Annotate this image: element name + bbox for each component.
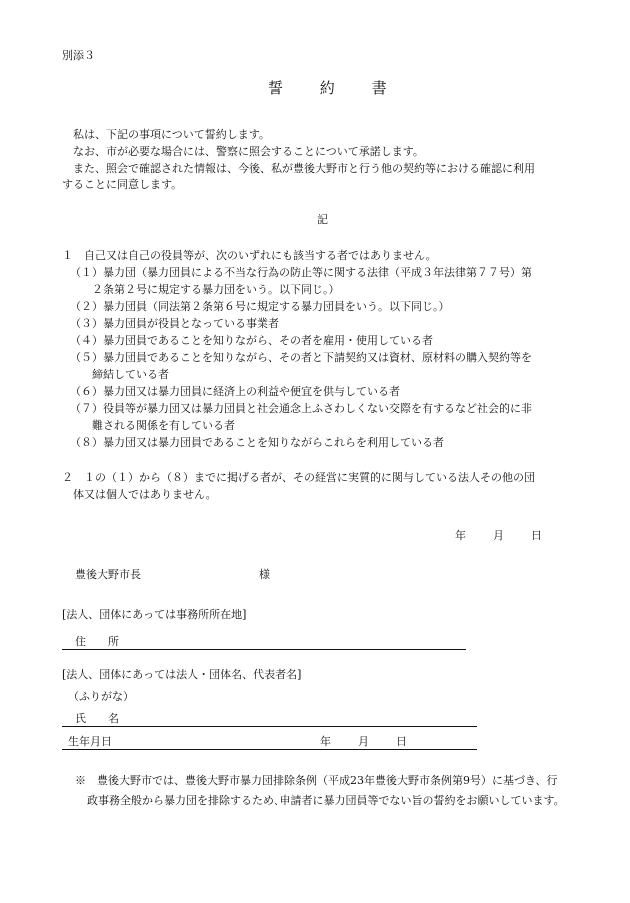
corp-name-note: [法人、団体にあっては法人・団体名、代表者名]: [62, 668, 302, 681]
dob-month: 月: [358, 735, 369, 748]
name-line[interactable]: [62, 726, 477, 727]
section2-line-1: ２ １の（１）から（８）までに掲げる者が、その経営に実質的に関与している法人その他の団: [62, 471, 535, 484]
title-char-1: 誓: [268, 79, 284, 97]
section1-item: （１）暴力団（暴力団員による不当な行為の防止等に関する法律（平成３年法律第７７号）第: [70, 266, 532, 279]
section1-item: ２条第２号に規定する暴力団をいう。以下同じ。）: [70, 283, 340, 296]
furigana-label: （ふりがな）: [68, 690, 134, 703]
dob-day: 日: [396, 735, 407, 748]
section1-heading: １ 自己又は自己の役員等が、次のいずれにも該当する者ではありません。: [62, 249, 437, 262]
note-line-2: 政事務全般から暴力団を排除するため､申請者に暴力団員等でない旨の誓約をお願いしています。: [87, 794, 565, 807]
section2-line-2: 体又は個人ではありません。: [62, 488, 217, 501]
title-char-3: 書: [371, 79, 387, 97]
date-day: 日: [531, 529, 542, 542]
dob-line[interactable]: [62, 749, 477, 750]
intro-line-3: また、照会で確認された情報は、今後、私が豊後大野市と行う他の契約等における確認に利用: [62, 162, 535, 175]
address-label: 住 所: [75, 635, 119, 648]
title-char-2: 約: [319, 79, 335, 97]
dob-year: 年: [320, 735, 331, 748]
section1-item: （２）暴力団員（同法第２条第６号に規定する暴力団員をいう。以下同じ。）: [70, 300, 450, 313]
section1-item: 締結している者: [70, 368, 169, 381]
ki-heading: 記: [317, 213, 328, 226]
address-line[interactable]: [62, 649, 466, 650]
date-year: 年: [455, 529, 466, 542]
section1-item: 難される関係を有している者: [70, 419, 235, 432]
corp-address-note: [法人、団体にあっては事務所所在地]: [62, 608, 247, 621]
intro-line-2: なお、市が必要な場合には、警察に照会することについて承諾します。: [62, 145, 424, 158]
note-line-1: ※ 豊後大野市では、豊後大野市暴力団排除条例（平成23年豊後大野市条例第9号）に基づき、行: [75, 774, 558, 787]
intro-line-1: 私は、下記の事項について誓約します。: [62, 128, 270, 141]
mayor-addressee: 豊後大野市長: [75, 568, 141, 581]
section1-item: （５）暴力団員であることを知りながら、その者と下請契約又は資材、原材料の購入契約等を: [70, 351, 532, 364]
date-month: 月: [493, 529, 504, 542]
intro-line-4: することに同意します。: [62, 178, 183, 191]
honorific: 様: [259, 568, 270, 581]
dob-label: 生年月日: [68, 735, 112, 748]
section1-item: （４）暴力団員であることを知りながら、その者を雇用・使用している者: [70, 334, 433, 347]
section1-item: （６）暴力団又は暴力団員に経済上の利益や便宜を供与している者: [70, 385, 400, 398]
name-label: 氏 名: [75, 712, 119, 725]
annex-label: 別添３: [62, 49, 95, 62]
section1-item: （８）暴力団又は暴力団員であることを知りながらこれらを利用している者: [70, 436, 444, 449]
document-title: [268, 78, 387, 100]
section1-item: （７）役員等が暴力団又は暴力団員と社会通念上ふさわしくない交際を有するなど社会的に非: [70, 402, 532, 415]
section1-item: （３）暴力団員が役員となっている事業者: [70, 317, 279, 330]
